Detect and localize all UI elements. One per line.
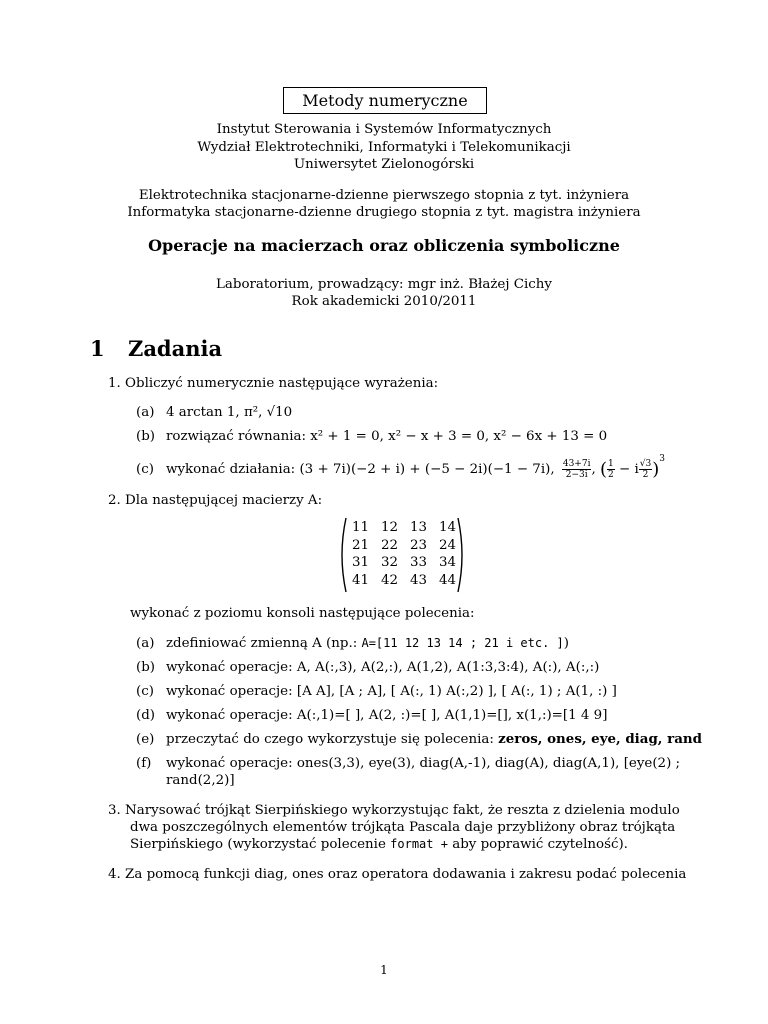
matrix-row: 21 22 23 24: [352, 538, 456, 553]
subitem-label: (d): [136, 708, 156, 723]
exponent: 3: [659, 454, 666, 464]
subitem-label: (b): [136, 660, 156, 675]
subitem-text: wykonać działania: (3 + 7i)(−2 + i) + (−5 − 2i)(−1 − 7i),: [166, 462, 555, 477]
subitem-text: 4 arctan 1, π², √10: [166, 405, 293, 420]
fraction-half: $\frac{1}{2}$: [608, 459, 614, 480]
task-2-after: wykonać z poziomu konsoli następujące polecenia:: [130, 606, 475, 621]
minus-i: − i: [619, 462, 639, 477]
task-1a: [136, 404, 292, 421]
task-number: 3.: [108, 803, 121, 818]
subitem-text: wykonać operacje: A(:,1)=[ ], A(2, :)=[ ], A(1,1)=[], x(1,:)=[1 4 9]: [166, 708, 608, 723]
faculty-line: Wydział Elektrotechniki, Informatyki i Telekomunikacji: [197, 140, 571, 155]
subitem-label: (b): [136, 429, 156, 444]
code-snippet: A=[11 12 13 14 ; 21 i etc. ]: [361, 636, 564, 650]
task-4: [108, 866, 686, 883]
subitem-label: (a): [136, 405, 155, 420]
year-line: Rok akademicki 2010/2011: [291, 294, 477, 309]
program-line-2: Informatyka stacjonarne-dzienne drugiego stopnia z tyt. magistra inżyniera: [127, 205, 641, 220]
task-2d: [136, 707, 607, 724]
task-2: [108, 492, 322, 509]
subitem-text: wykonać operacje: A, A(:,3), A(2,:), A(1,2), A(1:3,3:4), A(:), A(:,:): [166, 660, 600, 675]
subitem-label: (a): [136, 636, 155, 651]
matrix-row: 41 42 43 44: [352, 573, 456, 588]
fraction: $\frac{43+7i}{2-3i}$: [562, 459, 591, 480]
task-number: 2.: [108, 493, 121, 508]
document-title: Metody numeryczne: [283, 87, 487, 114]
task-3: [108, 802, 680, 819]
task-1b: [136, 428, 607, 445]
task-1: [108, 375, 438, 392]
lab-line: Laboratorium, prowadzący: mgr inż. Błażej Cichy: [216, 277, 552, 292]
task-number: 1.: [108, 376, 121, 391]
section-heading: [90, 336, 222, 361]
left-paren: (: [599, 459, 608, 480]
task-2b: [136, 659, 599, 676]
task-3-line2: dwa poszczególnych elementów trójkąta Pascala daje przybliżony obraz trójkąta: [130, 820, 676, 835]
subitem-label: (f): [136, 756, 152, 771]
task-1c: (c) wykonać działania: (3 + 7i)(−2 + i) + (−5 − 2i)(−1 − 7i), $\frac{43+7i}{2-3i}$ , ( $\frac{1}{2}$ − i $\frac{√3}{2}$ )$^3$: [136, 454, 666, 480]
task-2f-cont: rand(2,2)]: [166, 773, 235, 788]
subitem-text: wykonać operacje: ones(3,3), eye(3), diag(A,-1), diag(A), diag(A,1), [eye(2) ;: [166, 756, 681, 771]
program-line-1: Elektrotechnika stacjonarne-dzienne pierwszego stopnia z tyt. inżyniera: [138, 188, 630, 203]
bold-commands: zeros, ones, eye, diag, rand: [498, 731, 702, 747]
code-snippet: format +: [390, 837, 448, 851]
task-text: Obliczyć numerycznie następujące wyrażenia:: [125, 376, 439, 391]
section-title: Zadania: [128, 336, 223, 361]
task-text-line1: Narysować trójkąt Sierpińskiego wykorzystując fakt, że reszta z dzielenia modulo: [125, 803, 680, 818]
task-2e: [136, 731, 702, 748]
task-2c: [136, 683, 617, 700]
subitem-label: (c): [136, 462, 154, 477]
right-paren: ): [652, 459, 660, 480]
subitem-label: (c): [136, 684, 154, 699]
document-subtitle: Operacje na macierzach oraz obliczenia symboliczne: [148, 236, 620, 255]
subitem-text: przeczytać do czego wykorzystuje się polecenia:: [166, 732, 494, 747]
task-2f: [136, 755, 680, 772]
fraction-root: $\frac{√3}{2}$: [639, 459, 652, 480]
task-3-line3: Sierpińskiego (wykorzystać polecenie format + aby poprawić czytelność).: [130, 837, 628, 852]
subitem-label: (e): [136, 732, 155, 747]
institute-line: Instytut Sterowania i Systemów Informatycznych: [216, 122, 552, 137]
section-number: 1: [90, 336, 105, 361]
subitem-text: wykonać operacje: [A A], [A ; A], [ A(:, 1) A(:,2) ], [ A(:, 1) ; A(1, :) ]: [166, 684, 617, 699]
task-text: Dla następującej macierzy A:: [125, 493, 323, 508]
task-number: 4.: [108, 867, 121, 882]
matrix-row: 31 32 33 34: [352, 555, 456, 570]
task-2a: (a) zdefiniować zmienną A (np.: A=[11 12 13 14 ; 21 i etc. ]): [136, 636, 570, 651]
subitem-text: zdefiniować zmienną A (np.:: [166, 636, 358, 651]
page-number: 1: [380, 963, 388, 977]
matrix-row: 11 12 13 14: [352, 520, 456, 535]
matrix-A: [336, 516, 468, 594]
task-text-line1: Za pomocą funkcji diag, ones oraz operatora dodawania i zakresu podać polecenia: [125, 867, 687, 882]
subitem-text: rozwiązać równania: x² + 1 = 0, x² − x + 3 = 0, x² − 6x + 13 = 0: [166, 429, 608, 444]
university-line: Uniwersytet Zielonogórski: [293, 157, 475, 172]
